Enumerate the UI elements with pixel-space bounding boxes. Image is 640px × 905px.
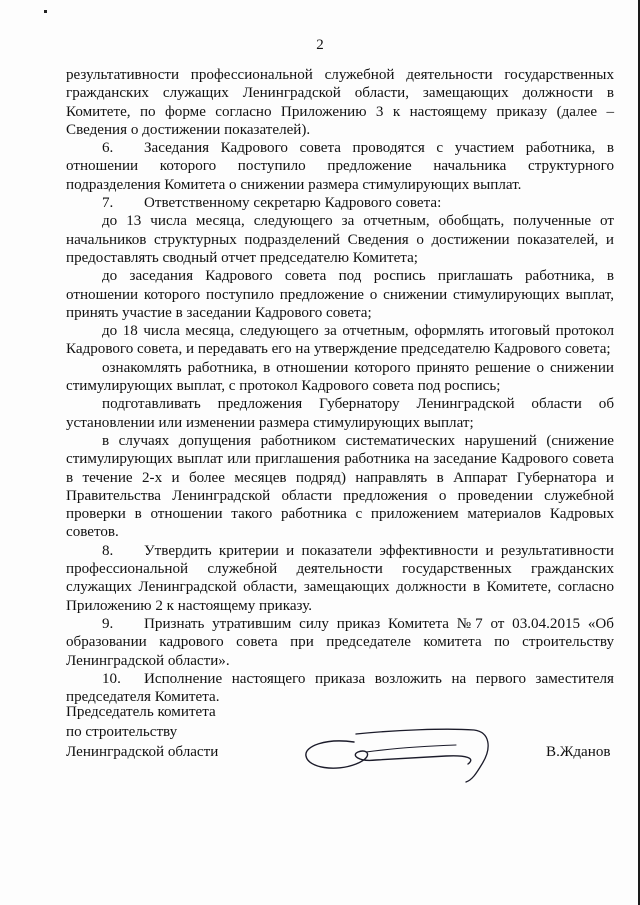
numbered-paragraph-10 [66,670,614,707]
paragraph-text: Утвердить критерии и показатели эффективности и результативности профессиональной служебной деятельности государственных гражданских служащих Ленинградской области, замещающих должности в Комитете, согласно Приложению 2 к настоящему приказу. [66,542,614,614]
signatory-title [66,702,266,762]
numbered-paragraph-9 [66,615,614,670]
paragraph-number: 9. [102,615,114,632]
sub-paragraph: в случаях допущения работником систематических нарушений (снижение стимулирующих выплат или приглашения работника на заседание Кадрового совета в течение 2-х и более месяцев подряд) направлять в Аппарат Губернатора и Правительства Ленинградской области предложения о проведении служебной проверки в отношении такого работника с приложением материалов Кадровых советов. [66,432,614,541]
paragraph-number: 10. [102,670,121,687]
paragraph-text: Признать утратившим силу приказ Комитета №7 от 03.04.2015 «Об образовании кадрового совета при председателе комитета по строительству Ленинградской области». [66,615,614,669]
signatory-title-line: по строительству [66,724,178,740]
sub-paragraph: подготавливать предложения Губернатору Ленинградской области об установлении или изменении размера стимулирующих выплат; [66,396,614,431]
numbered-paragraph-8 [66,542,614,615]
signer-name: В.Жданов [546,744,611,760]
paragraph-text: Исполнение настоящего приказа возложить на первого заместителя председателя Комитета. [66,670,614,706]
handwritten-signature [296,712,496,786]
sub-paragraph: до 13 числа месяца, следующего за отчетным, обобщать, полученные от начальников структурных подразделений Сведения о достижении показателей, и предоставлять сводный отчет председателю Комитета; [66,213,614,266]
numbered-paragraph-6 [66,139,614,194]
paragraph-text: Ответственному секретарю Кадрового совета: [144,195,442,212]
signatory-title-line: Председатель комитета [66,704,216,720]
page-number: 2 [316,37,324,53]
signatory-title-line: Ленинградской области [66,744,219,760]
paragraph-continued: результативности профессиональной служебной деятельности государственных гражданских служащих Ленинградской области, замещающих должности в Комитете, по форме согласно Приложению 3 к настоящему приказу (далее – Сведения о достижении показателей). [66,67,614,138]
paragraph-number: 7. [102,195,114,212]
sub-paragraph: ознакомлять работника, в отношении которого принято решение о снижении стимулирующих выплат, с протокол Кадрового совета под роспись; [66,359,614,395]
document-body [66,66,614,706]
scan-speck [44,10,47,13]
paragraph-number: 8. [102,542,114,559]
sub-paragraph: до заседания Кадрового совета под роспись приглашать работника, в отношении которого поступило предложение о снижении стимулирующих выплат, принять участие в заседании Кадрового совета; [66,268,614,321]
numbered-paragraph-7 [66,194,614,212]
paragraph-text: Заседания Кадрового совета проводятся с участием работника, в отношении которого поступило предложение начальника структурного подразделения Комитета о снижении размера стимулирующих выплат. [66,140,614,193]
sub-paragraph: до 18 числа месяца, следующего за отчетным, оформлять итоговый протокол Кадрового совета, и передавать его на утверждение председателю Кадрового совета; [66,323,614,358]
paragraph-number: 6. [102,140,114,157]
